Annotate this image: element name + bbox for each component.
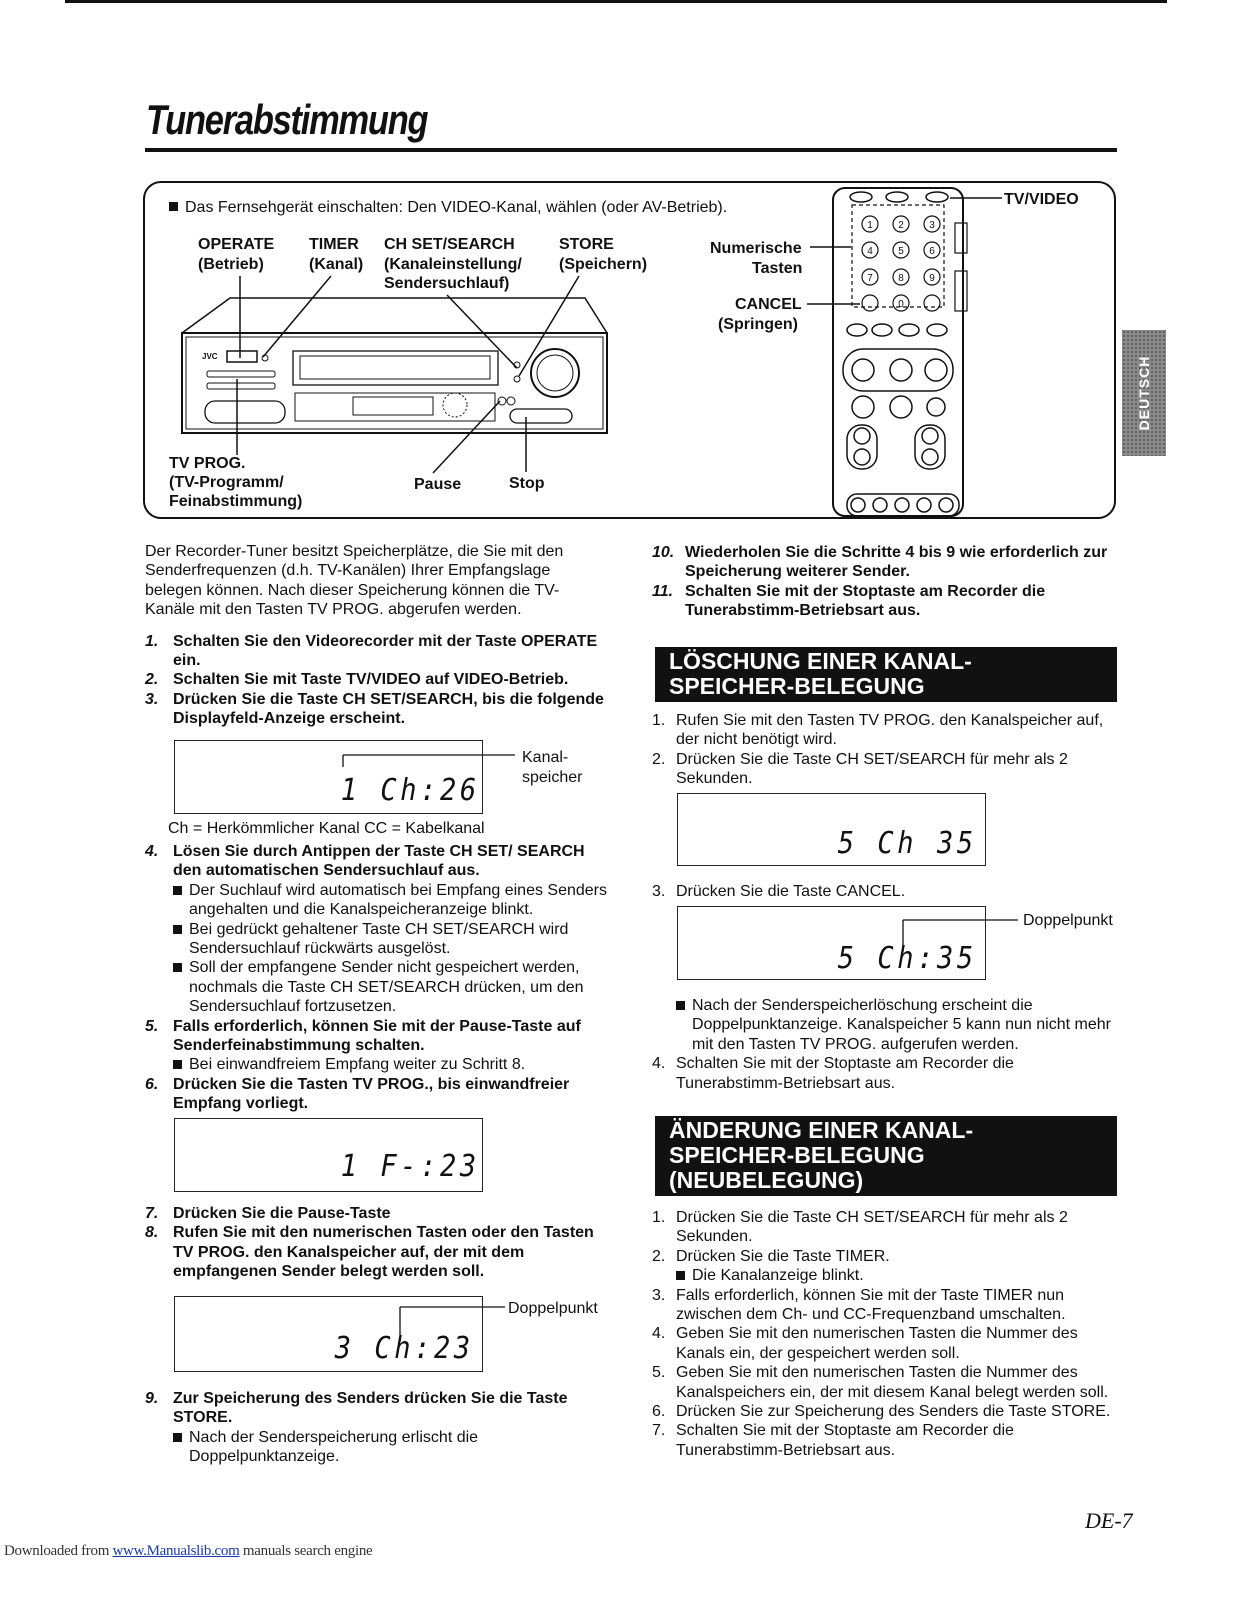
change-step-2: 2. Drücken Sie die Taste TIMER. [652,1247,890,1265]
remote-illustration [807,188,1002,516]
top-rule [65,0,1167,3]
language-tab [1122,330,1166,456]
chset-sub1: (Kanaleinstellung/ [384,256,522,273]
step-5: 5. Falls erforderlich, können Sie mit der Pause-Taste auf Senderfeinabstimmung schalten. [145,1017,581,1055]
controls-diagram [143,181,1116,519]
delete-step-3-wrap [652,882,1118,901]
step-6: 6. Drücken Sie die Tasten TV PROG., bis einwandfreier Empfang vorliegt. [145,1075,570,1113]
svg-text:6: 6 [929,246,935,257]
change-step-2-note: Die Kanalanzeige blinkt. [652,1266,1118,1285]
svg-text:1: 1 [867,220,873,231]
operate-label: OPERATE [198,236,275,253]
change-step-3: 3. Falls erforderlich, können Sie mit der Taste TIMER nun zwischen dem Ch- und CC-Frequenzband umschalten. [652,1286,1066,1324]
change-step-6: 6. Drücken Sie zur Speicherung des Senders die Taste STORE. [652,1403,1111,1421]
tvprog-sub1: (TV-Programm/ [169,474,284,491]
lcd-display-1 [174,740,483,814]
step-9: 9. Zur Speicherung des Senders drücken Sie die Taste STORE. [145,1390,568,1427]
intro-paragraph: Der Recorder-Tuner besitzt Speicherplätze, die Sie mit den Senderfrequenzen (d.h. TV-Kanälen) Ihrer Empfangslage belegen können. Nach dieser Speicherung können die TV-Kanäle mit den Tasten TV PROG. abgerufen werden. [145,543,564,619]
delete-step-3-note: Nach der Senderspeicherlöschung erscheint die Doppelpunktanzeige. Kanalspeicher 5 kann nun nicht mehr mit den Tasten TV PROG. aufgerufen werden. [652,996,1118,1054]
step-9-note: Nach der Senderspeicherung erlischt die Doppelpunktanzeige. [145,1428,607,1467]
delete-step-2: 2. Drücken Sie die Taste CH SET/SEARCH für mehr als 2 Sekunden. [652,750,1068,788]
diagram-intro: Das Fernsehgerät einschalten: Den VIDEO-Kanal, wählen (oder AV-Betrieb). [169,198,727,217]
chset-label: CH SET/SEARCH [384,236,515,253]
step-4: 4. Lösen Sie durch Antippen der Taste CH SET/ SEARCH den automatischen Sendersuchlauf aus. [145,843,585,880]
store-sub: (Speichern) [559,256,648,273]
step-1: 1. Schalten Sie den Videorecorder mit der Taste OPERATE ein. [145,632,598,670]
delete-step-4: 4. Schalten Sie mit der Stoptaste am Recorder die Tunerabstimm-Betriebsart aus. [652,1055,1014,1092]
step-8: 8. Rufen Sie mit den numerischen Tasten oder den Tasten TV PROG. den Kanalspeicher auf, der mit dem empfangenen Sender belegt werden soll. [145,1224,594,1281]
stop-label: Stop [509,475,545,492]
chset-sub2: Sendersuchlauf) [384,275,510,292]
delete-section-heading: LÖSCHUNG EINER KANAL- SPEICHER-BELEGUNG [655,647,1117,702]
lcd-display-5 [677,906,986,980]
lcd-text-4: 5 Ch 35 [837,826,977,861]
lcd-display-4 [677,793,986,866]
tvvideo-label: TV/VIDEO [1004,191,1079,208]
operate-sub: (Betrieb) [198,256,264,273]
left-column-4 [145,1389,607,1467]
lcd3-label: Doppelpunkt [508,1300,598,1317]
footer: Downloaded from www.Manualslib.com manuals search engine [4,1543,373,1559]
svg-text:2: 2 [898,220,904,231]
page-title: Tunerabstimmung [146,96,428,143]
cancel-sub: (Springen) [718,316,798,333]
vcr-brand: JVC [202,352,218,361]
delete-step-1: 1. Rufen Sie mit den Tasten TV PROG. den Kanalspeicher auf, der nicht benötigt wird. [652,712,1104,749]
svg-text:3: 3 [929,220,935,231]
step-3: 3. Drücken Sie die Taste CH SET/SEARCH, bis die folgende Displayfeld-Anzeige erscheint. [145,690,604,728]
page-number: DE-7 [1085,1508,1133,1533]
svg-text:7: 7 [867,273,873,284]
change-step-5: 5. Geben Sie mit den numerischen Tasten die Nummer des Kanalspeichers ein, der mit diesem Kanal belegt werden soll. [652,1364,1109,1401]
store-label: STORE [559,236,614,253]
channel-legend: Ch = Herkömmlicher Kanal CC = Kabelkanal [168,820,485,837]
lcd-text-5: 5 Ch:35 [837,941,977,976]
svg-text:5: 5 [898,246,904,257]
title-rule [145,148,1117,152]
step-2: 2. Schalten Sie mit Taste TV/VIDEO auf VIDEO-Betrieb. [145,671,569,689]
lcd-display-3 [174,1296,483,1372]
svg-text:8: 8 [898,273,904,284]
step-10: 10. Wiederholen Sie die Schritte 4 bis 9 wie erforderlich zur Speicherung weiterer Sender. [652,544,1108,581]
cancel-label: CANCEL [735,296,802,313]
timer-label: TIMER [309,236,359,253]
lcd-text-2: 1 F-:23 [340,1149,480,1184]
svg-text:0: 0 [898,299,904,310]
delete-step-3: 3. Drücken Sie die Taste CANCEL. [652,883,906,900]
lcd-text-1: 1 Ch:26 [340,773,480,808]
timer-sub: (Kanal) [309,256,364,273]
step-5-note: Bei einwandfreiem Empfang weiter zu Schritt 8. [145,1055,607,1074]
lcd-display-2 [174,1118,483,1192]
step-11: 11. Schalten Sie mit der Stoptaste am Recorder die Tunerabstimm-Betriebsart aus. [652,582,1046,620]
language-tab-label: DEUTSCH [1136,355,1152,431]
change-step-7: 7. Schalten Sie mit der Stoptaste am Recorder die Tunerabstimm-Betriebsart aus. [652,1422,1014,1459]
right-column [652,543,1118,621]
step-4-note-c: Soll der empfangene Sender nicht gespeichert werden, nochmals die Taste CH SET/SEARCH drücken, um den Sendersuchlauf fortzusetzen. [145,958,607,1016]
manualslib-link[interactable]: www.Manualslib.com [112,1543,240,1559]
lcd-text-3: 3 Ch:23 [334,1331,474,1366]
lcd1-label-2: speicher [522,769,583,786]
lcd1-label-1: Kanal- [522,749,569,766]
left-column [145,542,607,729]
tvprog-sub2: Feinabstimmung) [169,493,303,510]
numeric-label2: Tasten [752,260,803,277]
diagram-drawing [145,183,1114,517]
change-section-heading: ÄNDERUNG EINER KANAL- SPEICHER-BELEGUNG (NEUBELEGUNG) [655,1116,1117,1196]
change-step-1: 1. Drücken Sie die Taste CH SET/SEARCH für mehr als 2 Sekunden. [652,1209,1068,1246]
numeric-label1: Numerische [710,240,802,257]
svg-text:4: 4 [867,246,873,257]
step-4-note-b: Bei gedrückt gehaltener Taste CH SET/SEARCH wird Sendersuchlauf rückwärts ausgelöst. [145,920,607,959]
tvprog-label: TV PROG. [169,455,246,472]
vcr-illustration [182,298,607,433]
left-column-2 [145,842,607,1114]
step-4-note-a: Der Suchlauf wird automatisch bei Empfang eines Senders angehalten und die Kanalspeicheranzeige blinkt. [145,881,607,920]
delete-steps-2 [652,996,1118,1093]
step-7: 7. Drücken Sie die Pause-Taste [145,1205,391,1222]
lcd5-label: Doppelpunkt [1023,912,1113,929]
pause-label: Pause [414,476,462,493]
change-step-4: 4. Geben Sie mit den numerischen Tasten die Nummer des Kanals ein, der gespeichert werden soll. [652,1325,1078,1362]
svg-text:9: 9 [929,273,935,284]
delete-steps [652,711,1118,789]
left-column-3 [145,1204,607,1282]
change-steps [652,1208,1118,1460]
